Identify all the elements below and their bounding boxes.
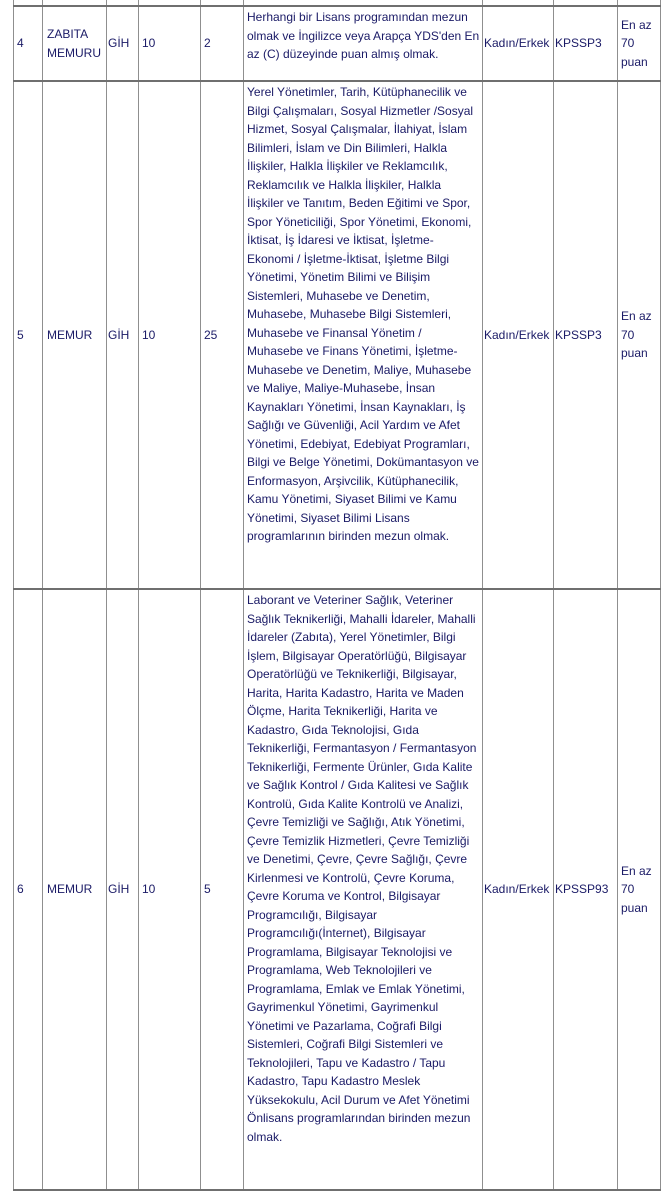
class-cell: GİH [107, 6, 139, 81]
count-cell: 25 [201, 81, 244, 589]
gender-cell: Kadın/Erkek [483, 81, 554, 589]
grade-cell: 10 [139, 6, 201, 81]
qualification-cell [244, 6, 483, 81]
table-row-4 [14, 6, 661, 81]
score-cell: En az 70 puan [618, 81, 661, 589]
grade-cell: 10 [139, 589, 201, 1190]
kpss-type-cell: KPSSP93 [554, 589, 618, 1190]
score-cell: En az 70 puan [618, 589, 661, 1190]
row-number-cell: 6 [14, 589, 43, 1190]
score-cell: En az 70 puan [618, 6, 661, 81]
row-number-cell: 5 [14, 81, 43, 589]
job-title-cell: ZABITA MEMURU [43, 6, 107, 81]
table-row-5 [14, 81, 661, 589]
gender-cell: Kadın/Erkek [483, 6, 554, 81]
job-title-cell: MEMUR [43, 81, 107, 589]
qualification-text: Herhangi bir Lisans programından mezun olmak ve İngilizce veya Arapça YDS'den En az (C) düzeyinde puan almış olmak. [247, 10, 480, 61]
count-cell: 5 [201, 589, 244, 1190]
qualification-text: Laborant ve Veteriner Sağlık, Veteriner Sağlık Teknikerliği, Mahalli İdareler, Mahalli İdareler (Zabıta), Yerel Yönetimler, Bilgi İşlem, Bilgisayar Operatörlüğü, Bilgisayar Operatörlüğü ve Teknikerliği, Bilgisayar, Harita, Harita Kadastro, Harita ve Maden Ölçme, Harita Teknikerliği, Harita ve Kadastro, Gıda Teknolojisi, Gıda Teknikerliği, Fermantasyon / Fermantasyon Teknikerliği, Fermente Ürünler, Gıda Kalite ve Sağlık Kontrol / Gıda Kalitesi ve Sağlık Kontrolü, Gıda Kalite Kontrolü ve Analizi, Çevre Temizliği ve Sağlığı, Atık Yönetimi, Çevre Temizlik Hizmetleri, Çevre Temizliği ve Denetimi, Çevre, Çevre Sağlığı, Çevre Kirlenmesi ve Kontrolü, Çevre Koruma, Çevre Koruma ve Kontrol, Bilgisayar Programcılığı, Bilgisayar Programcılığı(İnternet), Bilgisayar Programlama, Bilgisayar Teknolojisi ve Programlama, Web Teknolojileri ve Programlama, Emlak ve Emlak Yönetimi, Gayrimenkul Yönetimi, Gayrimenkul Yönetimi ve Pazarlama, Coğrafi Bilgi Sistemleri, Coğrafi Bilgi Sistemleri ve Teknolojileri, Tapu ve Kadastro / Tapu Kadastro, Tapu Kadastro Meslek Yüksekokulu, Acil Durum ve Afet Yönetimi Önlisans programlarından birinden mezun olmak. [247, 593, 477, 1144]
kpss-type-cell: KPSSP3 [554, 81, 618, 589]
qualification-text: Yerel Yönetimler, Tarih, Kütüphanecilik ve Bilgi Çalışmaları, Sosyal Hizmetler /Sosyal Hizmet, Sosyal Çalışmalar, İlahiyat, İslam Bilimleri, İslam ve Din Bilimleri, Halkla İlişkiler, Halkla İlişkiler ve Reklamcılık, Reklamcılık ve Halkla İlişkiler, Halkla İlişkiler ve Tanıtım, Beden Eğitimi ve Spor, Spor Yöneticiliği, Spor Yönetimi, Ekonomi, İktisat, İş İdaresi ve İktisat, İşletme-Ekonomi / İşletme-İktisat, İşletme Bilgi Yönetimi, Yönetim Bilimi ve Bilişim Sistemleri, Muhasebe ve Denetim, Muhasebe, Muhasebe Bilgi Sistemleri, Muhasebe ve Finansal Yönetim / Muhasebe ve Finans Yönetimi, İşletme-Muhasebe ve Denetim, Maliye, Muhasebe ve Maliye, Maliye-Muhasebe, İnsan Kaynakları Yönetimi, İnsan Kaynakları, İş Sağlığı ve Güvenliği, Acil Yardım ve Afet Yönetimi, Edebiyat, Edebiyat Programları, Bilgi ve Belge Yönetimi, Dokümantasyon ve Enformasyon, Arşivcilik, Kütüphanecilik, Kamu Yönetimi, Siyaset Bilimi ve Kamu Yönetimi, Siyaset Bilimi Lisans programlarının birinden mezun olmak. [247, 85, 479, 543]
job-postings-table [13, 0, 661, 1191]
kpss-type-cell: KPSSP3 [554, 6, 618, 81]
count-cell: 2 [201, 6, 244, 81]
qualification-cell [244, 589, 483, 1190]
table-row-6 [14, 589, 661, 1190]
row-number-cell: 4 [14, 6, 43, 81]
job-title-cell: MEMUR [43, 589, 107, 1190]
gender-cell: Kadın/Erkek [483, 589, 554, 1190]
grade-cell: 10 [139, 81, 201, 589]
qualification-cell [244, 81, 483, 589]
class-cell: GİH [107, 589, 139, 1190]
class-cell: GİH [107, 81, 139, 589]
